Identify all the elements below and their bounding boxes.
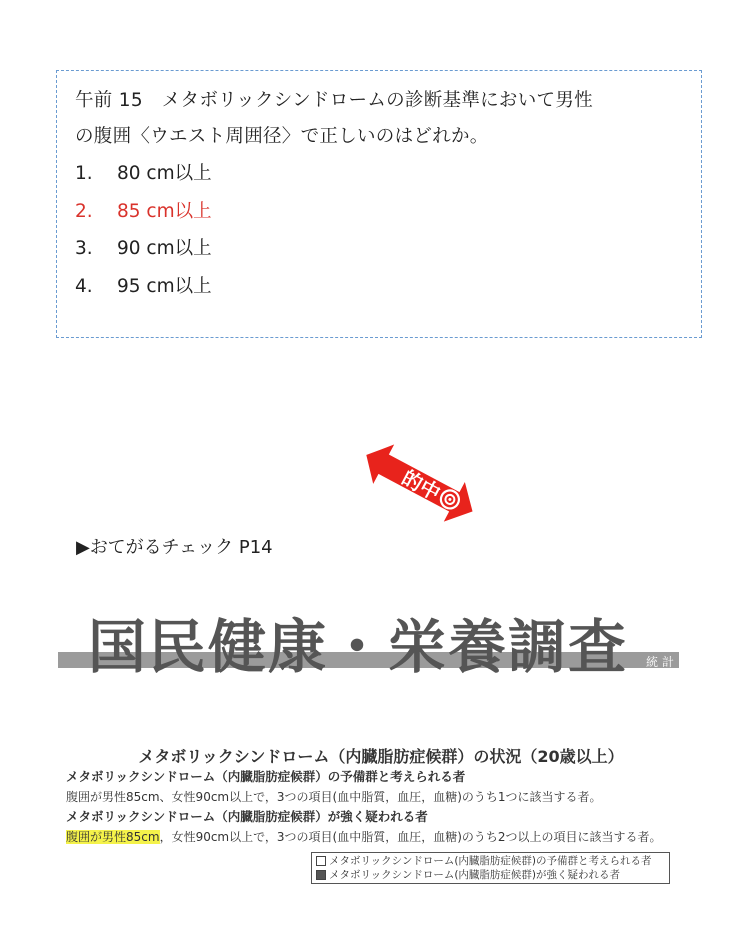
- banner-tag: 統計: [646, 655, 679, 669]
- excerpt-paragraph-1: 腹囲が男性85cm、女性90cm以上で，3つの項目(血中脂質，血圧，血糖)のうち1つに該当する者。: [66, 790, 602, 804]
- option-number: 3.: [75, 238, 93, 259]
- hit-badge: [352, 428, 487, 538]
- chart-legend: [311, 852, 670, 884]
- reference-check: ▶おてがるチェック P14: [76, 537, 273, 558]
- question-line-1: 午前 15 メタボリックシンドロームの診断基準において男性: [75, 90, 593, 111]
- textbook-excerpt: [66, 744, 686, 847]
- paragraph-rest: ，女性90cm以上で，3つの項目(血中脂質，血圧，血糖)のうち2つ以上の項目に該当する者。: [159, 830, 662, 844]
- option-number: 2.: [75, 200, 93, 222]
- option-number: 4.: [75, 275, 93, 297]
- excerpt-paragraph-2: [66, 827, 686, 847]
- square-filled-icon: [316, 870, 326, 880]
- option-text: 95 cm以上: [117, 275, 212, 297]
- question-line-2: の腹囲〈ウエスト周囲径〉で正しいのはどれか。: [75, 126, 489, 147]
- banner-title: 国民健康・栄養調査: [88, 613, 629, 681]
- option-text: 85 cm以上: [117, 200, 212, 222]
- excerpt-title: メタボリックシンドローム（内臓脂肪症候群）の状況（20歳以上）: [138, 747, 624, 766]
- option-3: [75, 230, 701, 268]
- option-text: 80 cm以上: [117, 163, 212, 184]
- option-4: [75, 268, 701, 306]
- square-outline-icon: [316, 856, 326, 866]
- option-text: 90 cm以上: [117, 238, 212, 259]
- legend-label: メタボリックシンドローム(内臓脂肪症候群)の予備群と考えられる者: [329, 855, 652, 867]
- badge-text: 的中: [397, 465, 445, 506]
- legend-item-2: [316, 868, 665, 882]
- legend-label: メタボリックシンドローム(内臓脂肪症候群)が強く疑われる者: [329, 869, 621, 881]
- question-box: [56, 70, 702, 338]
- option-number: 1.: [75, 163, 93, 184]
- excerpt-heading-1: メタボリックシンドローム（内臓脂肪症候群）の予備群と考えられる者: [66, 769, 466, 784]
- excerpt-heading-2: メタボリックシンドローム（内臓脂肪症候群）が強く疑われる者: [66, 809, 428, 824]
- highlighted-text: 腹囲が男性85cm: [66, 830, 160, 844]
- option-1: [75, 155, 701, 193]
- option-2-correct: [75, 193, 701, 231]
- legend-item-1: [316, 854, 665, 868]
